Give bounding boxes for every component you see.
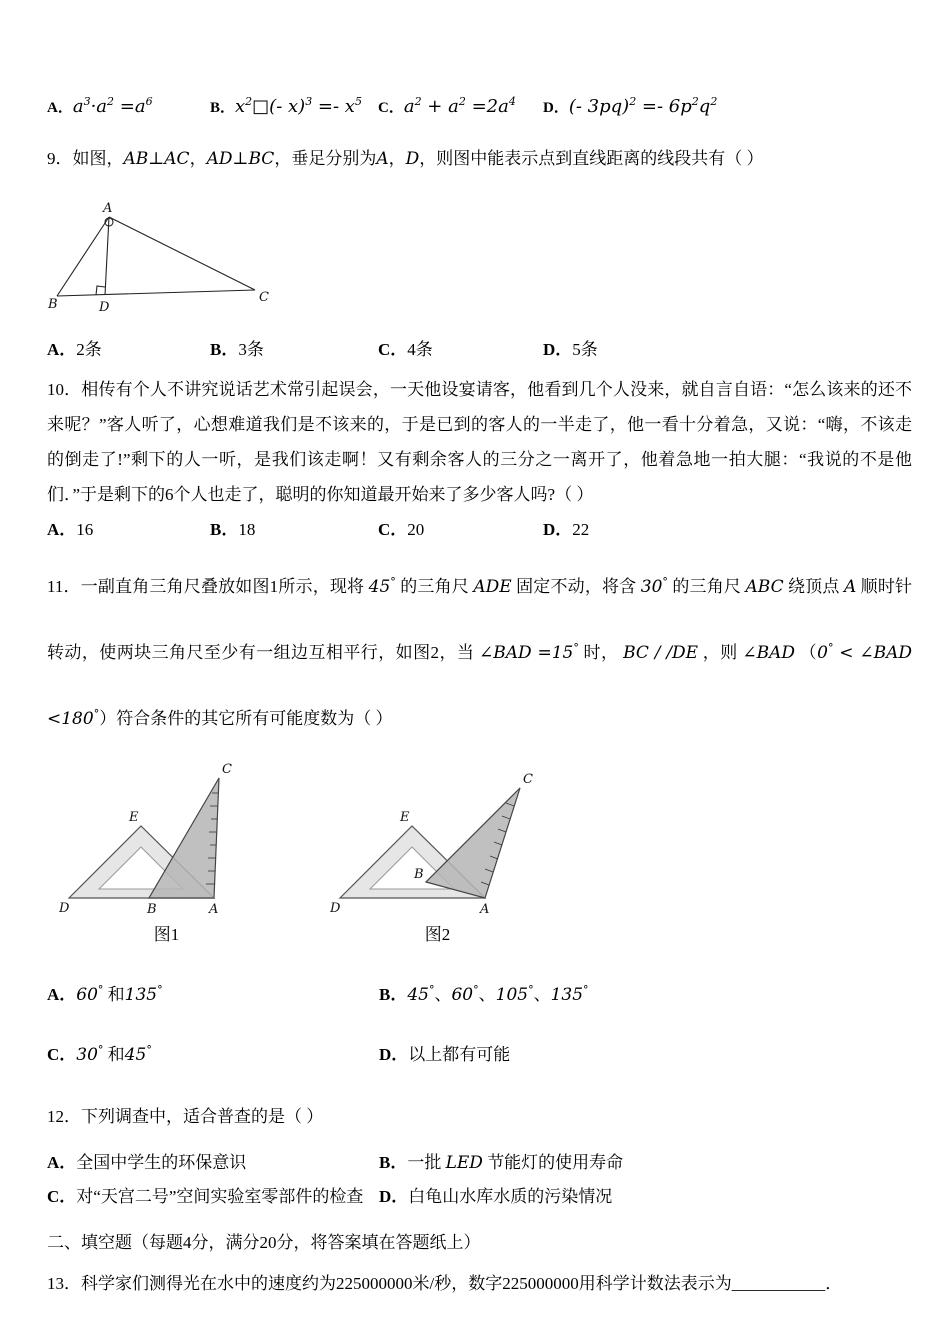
option-text: 18 — [238, 520, 256, 539]
q10-option-b — [210, 515, 378, 540]
label-C: C — [259, 290, 269, 305]
option-text: 5条 — [572, 340, 598, 359]
label-E: E — [129, 810, 139, 825]
option-label: B． — [210, 520, 239, 539]
triangle-ABC — [426, 788, 520, 898]
label-B: B — [414, 867, 424, 882]
option-text: 全国中学生的环保意识 — [76, 1153, 247, 1172]
label-C: C — [222, 762, 232, 777]
q12-stem: 12．下列调查中，适合普查的是（ ） — [47, 1107, 324, 1126]
option-label: D． — [543, 340, 573, 359]
option-text: 对“天宫二号”空间实验室零部件的检查 — [76, 1187, 364, 1206]
q12-option-a — [47, 1146, 379, 1179]
option-label: A． — [47, 1153, 77, 1172]
q11-option-a — [47, 975, 379, 1015]
label-B: B — [147, 902, 157, 917]
option-label: D． — [543, 100, 569, 116]
setsquare-svg-2 — [330, 758, 545, 918]
q11-option-c — [47, 1035, 379, 1075]
option-text: 3条 — [238, 340, 264, 359]
right-angle-mark — [96, 286, 105, 295]
option-label: A． — [47, 520, 77, 539]
figure-2-caption: 图2 — [424, 925, 451, 944]
q8-option-b — [210, 96, 378, 117]
setsquare-svg-1 — [59, 758, 274, 918]
option-text: 2条 — [76, 340, 102, 359]
option-label: B． — [210, 340, 239, 359]
option-label: C． — [378, 520, 408, 539]
q13-stem: 13．科学家们测得光在水中的速度约为225000000米/秒，数字225000000用科学计数法表示为___________． — [47, 1274, 843, 1293]
option-label: D． — [379, 1045, 409, 1064]
option-label: A． — [47, 100, 73, 116]
q8-option-a — [47, 96, 210, 117]
q12-option-d — [379, 1180, 612, 1213]
label-E: E — [400, 810, 410, 825]
option-text: 60° 和135° — [76, 983, 163, 1005]
setsquare-figure-2 — [330, 758, 545, 945]
option-label: B． — [379, 985, 408, 1004]
option-label: D． — [379, 1187, 409, 1206]
q12-option-c — [47, 1180, 379, 1213]
option-formula: (- $3pq)^2 =- 6p^2q^2$ — [568, 95, 718, 117]
q11-option-d — [379, 1035, 510, 1075]
setsquare-figure-1 — [59, 758, 274, 945]
q9-option-b — [210, 335, 378, 360]
q12-option-b — [379, 1146, 623, 1180]
q11-option-b — [379, 975, 589, 1015]
option-text: 16 — [76, 520, 94, 539]
label-A: A — [103, 201, 113, 216]
option-label: C． — [47, 1045, 77, 1064]
triangle-lines — [57, 217, 255, 296]
option-label: A． — [47, 340, 77, 359]
q10-option-a — [47, 515, 210, 540]
option-text: 一批 LED 节能灯的使用寿命 — [407, 1153, 624, 1173]
option-label: C． — [47, 1187, 77, 1206]
option-label: D． — [543, 520, 573, 539]
label-C: C — [523, 772, 533, 787]
q9-option-a — [47, 335, 210, 360]
q9-options-row — [47, 335, 912, 360]
label-D: D — [99, 300, 110, 315]
q8-option-d — [543, 96, 717, 117]
label-A: A — [209, 902, 219, 917]
label-D: D — [59, 901, 70, 916]
option-text: 4条 — [407, 340, 433, 359]
q8-options-row — [47, 96, 912, 117]
q10-stem: 10．相传有个人不讲究说话艺术常引起误会，一天他设宴请客，他看到几个人没来，就自言自语：“怎么该来的还不来呢？”客人听了，心想难道我们是不该来的，于是已到的客人的一半走了，他一看十分着急，又说：“嗨，不该走的倒走了!”剩下的人一听，是我们该走啊！又有剩余客人的三分之一离开了，他着急地一拍大腿：“我说的不是他们．”于是剩下的6个人也走了，聪明的你知道最开始来了多少客人吗?（ ） — [47, 380, 912, 504]
option-formula: $a^2 + a^2 =2a^4$ — [403, 95, 516, 117]
label-A: A — [480, 902, 490, 917]
option-label: A． — [47, 985, 77, 1004]
q11-figures — [59, 758, 912, 945]
option-label: C． — [378, 100, 404, 116]
q9-option-d — [543, 335, 598, 360]
q10-option-c — [378, 515, 543, 540]
option-text: 22 — [572, 520, 590, 539]
option-text: 45°、60°、105°、135° — [407, 983, 589, 1005]
option-text: 以上都有可能 — [408, 1045, 511, 1064]
label-D: D — [330, 901, 341, 916]
q12-options-row-1 — [47, 1146, 912, 1180]
q9-option-c — [378, 335, 543, 360]
q12-options-row-2 — [47, 1180, 912, 1213]
label-B: B — [48, 297, 58, 312]
option-label: B． — [379, 1153, 408, 1172]
option-formula: $a^3\cdot a^2 =a^6$ — [72, 95, 153, 117]
option-text: 30° 和45° — [76, 1043, 152, 1065]
q9-triangle-svg — [47, 201, 282, 321]
q11-options-row-1 — [47, 975, 912, 1015]
option-formula: $x^2□(-$ $x)^3 =- x^5$ — [235, 95, 362, 117]
option-label: C． — [378, 340, 408, 359]
q11-options-row-2 — [47, 1035, 912, 1075]
q9-stem: 9．如图，AB⊥AC，AD⊥BC，垂足分别为A，D，则图中能表示点到直线距离的线段共有（ ） — [47, 149, 764, 169]
q9-triangle-figure — [47, 201, 912, 321]
q10-options-row — [47, 515, 912, 540]
q11-stem: 11．一副直角三角尺叠放如图1所示，现将 45° 的三角尺 ADE 固定不动，将含 30° 的三角尺 ABC 绕顶点 A 顺时针转动，使两块三角尺至少有一组边互相平行，如图2，当 ∠BAD =15° 时， BC / /DE ，则 ∠BAD （0° < ∠BAD <180°）符合条件的其它所有可能度数为（ ） — [47, 575, 913, 729]
q10-option-d — [543, 515, 589, 540]
q8-option-c — [378, 96, 543, 117]
section-2-header: 二、填空题（每题4分，满分20分，将答案填在答题纸上） — [47, 1233, 481, 1252]
option-text: 白龟山水库水质的污染情况 — [408, 1187, 613, 1206]
option-text: 20 — [407, 520, 425, 539]
triangle-ABC — [149, 778, 219, 898]
option-label: B． — [210, 100, 236, 116]
figure-1-caption: 图1 — [153, 925, 180, 944]
